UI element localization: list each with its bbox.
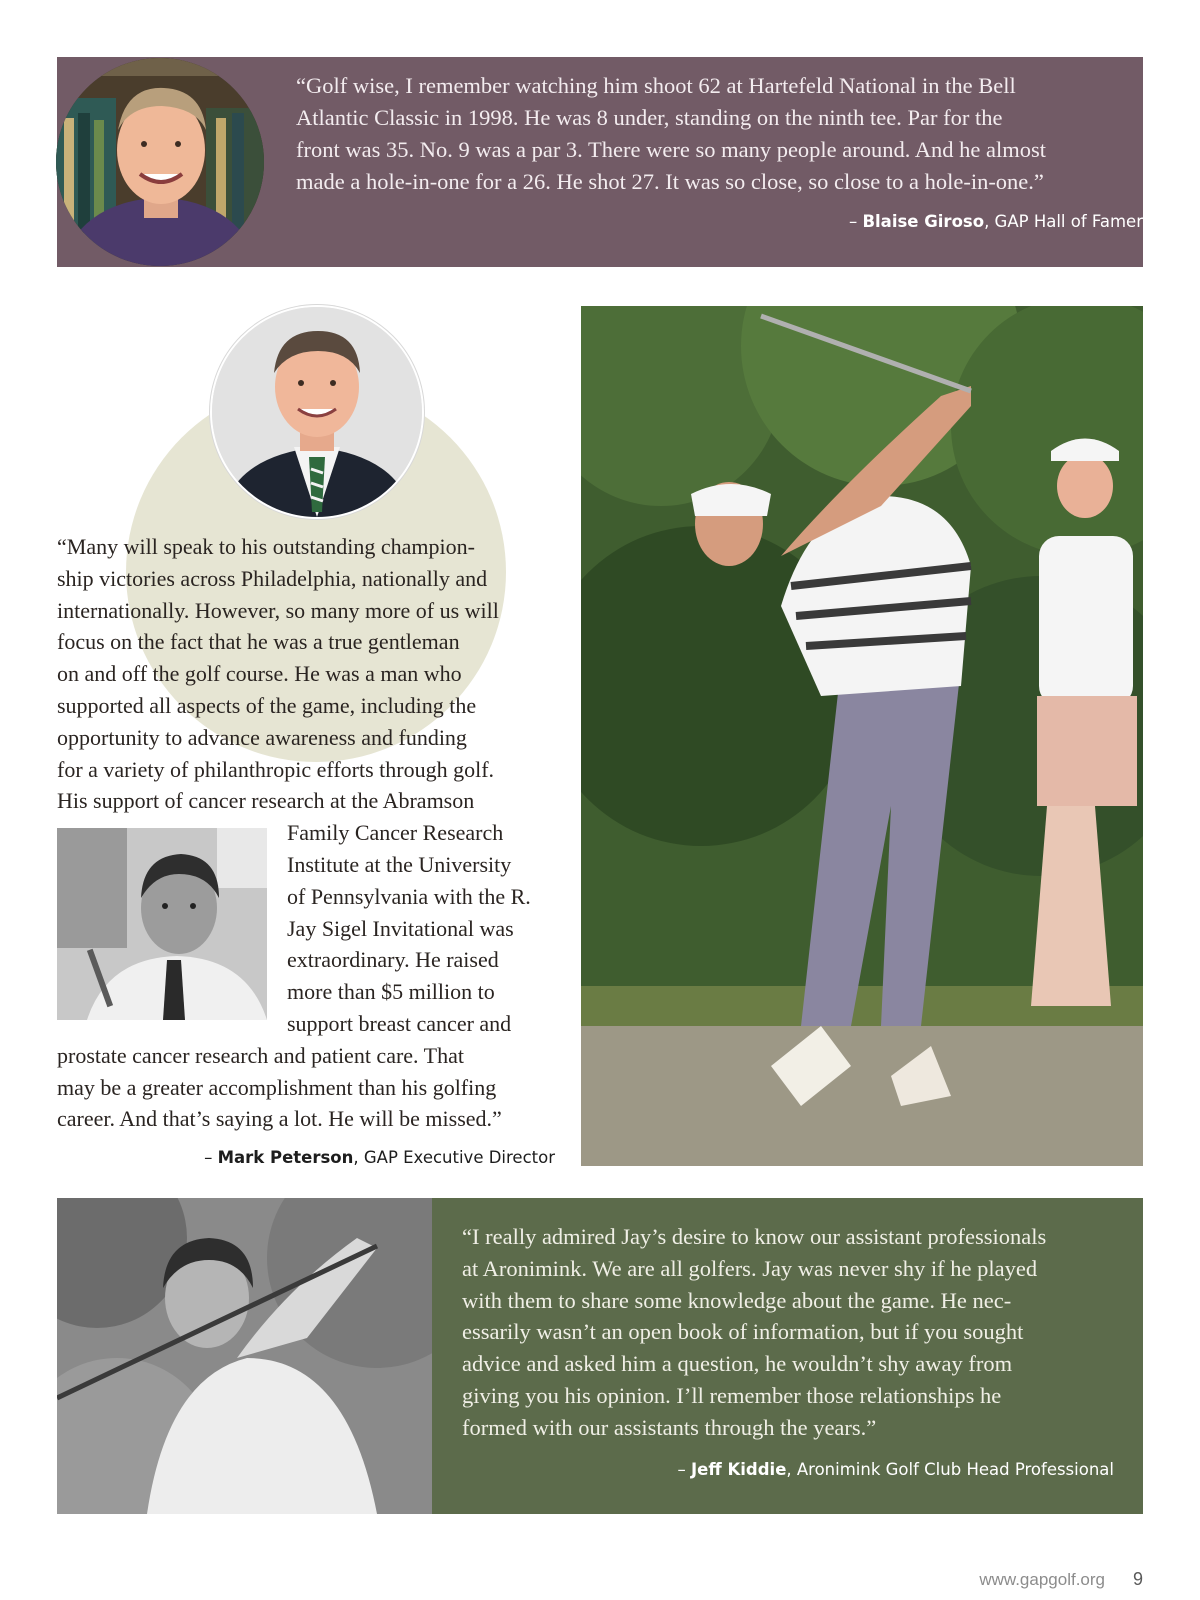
quote-line: His support of cancer research at the Abramson	[57, 788, 475, 814]
footer-website-link[interactable]: www.gapgolf.org	[979, 1570, 1105, 1589]
quote-line: career. And that’s saying a lot. He will be missed.”	[57, 1106, 502, 1132]
quote-blaise-giroso	[296, 70, 1116, 198]
quote-line: essarily wasn’t an open book of information, but if you sought	[462, 1319, 1024, 1345]
attribution-dash: –	[204, 1148, 218, 1167]
attribution-jeff-kiddie	[414, 1460, 1114, 1479]
portrait-photo-blaise-giroso	[56, 58, 264, 266]
attribution-blaise-giroso	[443, 212, 1143, 231]
portrait-photo-mark-peterson	[210, 305, 424, 519]
photo-jay-sigel-swinging	[581, 306, 1143, 1166]
quote-line: made a hole-in-one for a 26. He shot 27. It was so close, so close to a hole-in-one.”	[296, 169, 1044, 194]
quote-line: opportunity to advance awareness and funding	[57, 724, 467, 750]
quote-line: supported all aspects of the game, including the	[57, 692, 477, 718]
quote-line: with them to share some knowledge about the game. He nec-	[462, 1287, 1012, 1313]
quote-line: advice and asked him a question, he wouldn’t shy away from	[462, 1351, 1013, 1377]
page-number: 9	[1132, 1569, 1143, 1589]
quote-line: Institute at the University	[287, 851, 512, 877]
attribution-mark-peterson	[57, 1148, 555, 1167]
quote-line: internationally. However, so many more of us will	[57, 597, 499, 623]
quote-line: extraordinary. He raised	[287, 947, 499, 973]
quote-line: Family Cancer Research	[287, 820, 504, 846]
quote-line: “Many will speak to his outstanding champion-	[57, 534, 475, 559]
quote-jeff-kiddie	[462, 1221, 1122, 1444]
quote-line: Jay Sigel Invitational was	[287, 915, 514, 941]
attribution-title: , Aronimink Golf Club Head Professional	[786, 1460, 1114, 1479]
quote-line: ship victories across Philadelphia, nationally and	[57, 565, 488, 591]
quote-line: “Golf wise, I remember watching him shoot 62 at Hartefeld National in the Bell	[296, 73, 1016, 98]
quote-line: giving you his opinion. I’ll remember those relationships he	[462, 1382, 1002, 1408]
attribution-title: , GAP Hall of Famer	[984, 212, 1143, 231]
quote-line: front was 35. No. 9 was a par 3. There were so many people around. And he almost	[296, 137, 1047, 162]
attribution-name: Blaise Giroso	[862, 212, 985, 231]
quote-line: on and off the golf course. He was a man who	[57, 661, 462, 687]
quote-line: may be a greater accomplishment than his golfing	[57, 1074, 497, 1100]
attribution-title: , GAP Executive Director	[353, 1148, 555, 1167]
attribution-name: Mark Peterson	[217, 1148, 354, 1167]
quote-line: for a variety of philanthropic efforts through golf.	[57, 756, 495, 782]
quote-line: formed with our assistants through the years.”	[462, 1414, 877, 1440]
vintage-photo-young-jay-sigel	[57, 828, 267, 1020]
attribution-dash: –	[677, 1460, 692, 1479]
quote-line: Atlantic Classic in 1998. He was 8 under, standing on the ninth tee. Par for the	[296, 105, 1003, 130]
quote-line: of Pennsylvania with the R.	[287, 883, 531, 909]
attribution-dash: –	[848, 212, 863, 231]
quote-line: focus on the fact that he was a true gentleman	[57, 629, 460, 655]
quote-line: support breast cancer and	[287, 1010, 512, 1036]
attribution-name: Jeff Kiddie	[691, 1460, 787, 1479]
quote-line: more than $5 million to	[287, 979, 495, 1005]
vintage-photo-jay-sigel-follow-through	[57, 1198, 432, 1514]
quote-line: prostate cancer research and patient care. That	[57, 1042, 464, 1068]
quote-line: “I really admired Jay’s desire to know our assistant professionals	[462, 1224, 1047, 1249]
quote-line: at Aronimink. We are all golfers. Jay was never shy if he played	[462, 1255, 1038, 1281]
